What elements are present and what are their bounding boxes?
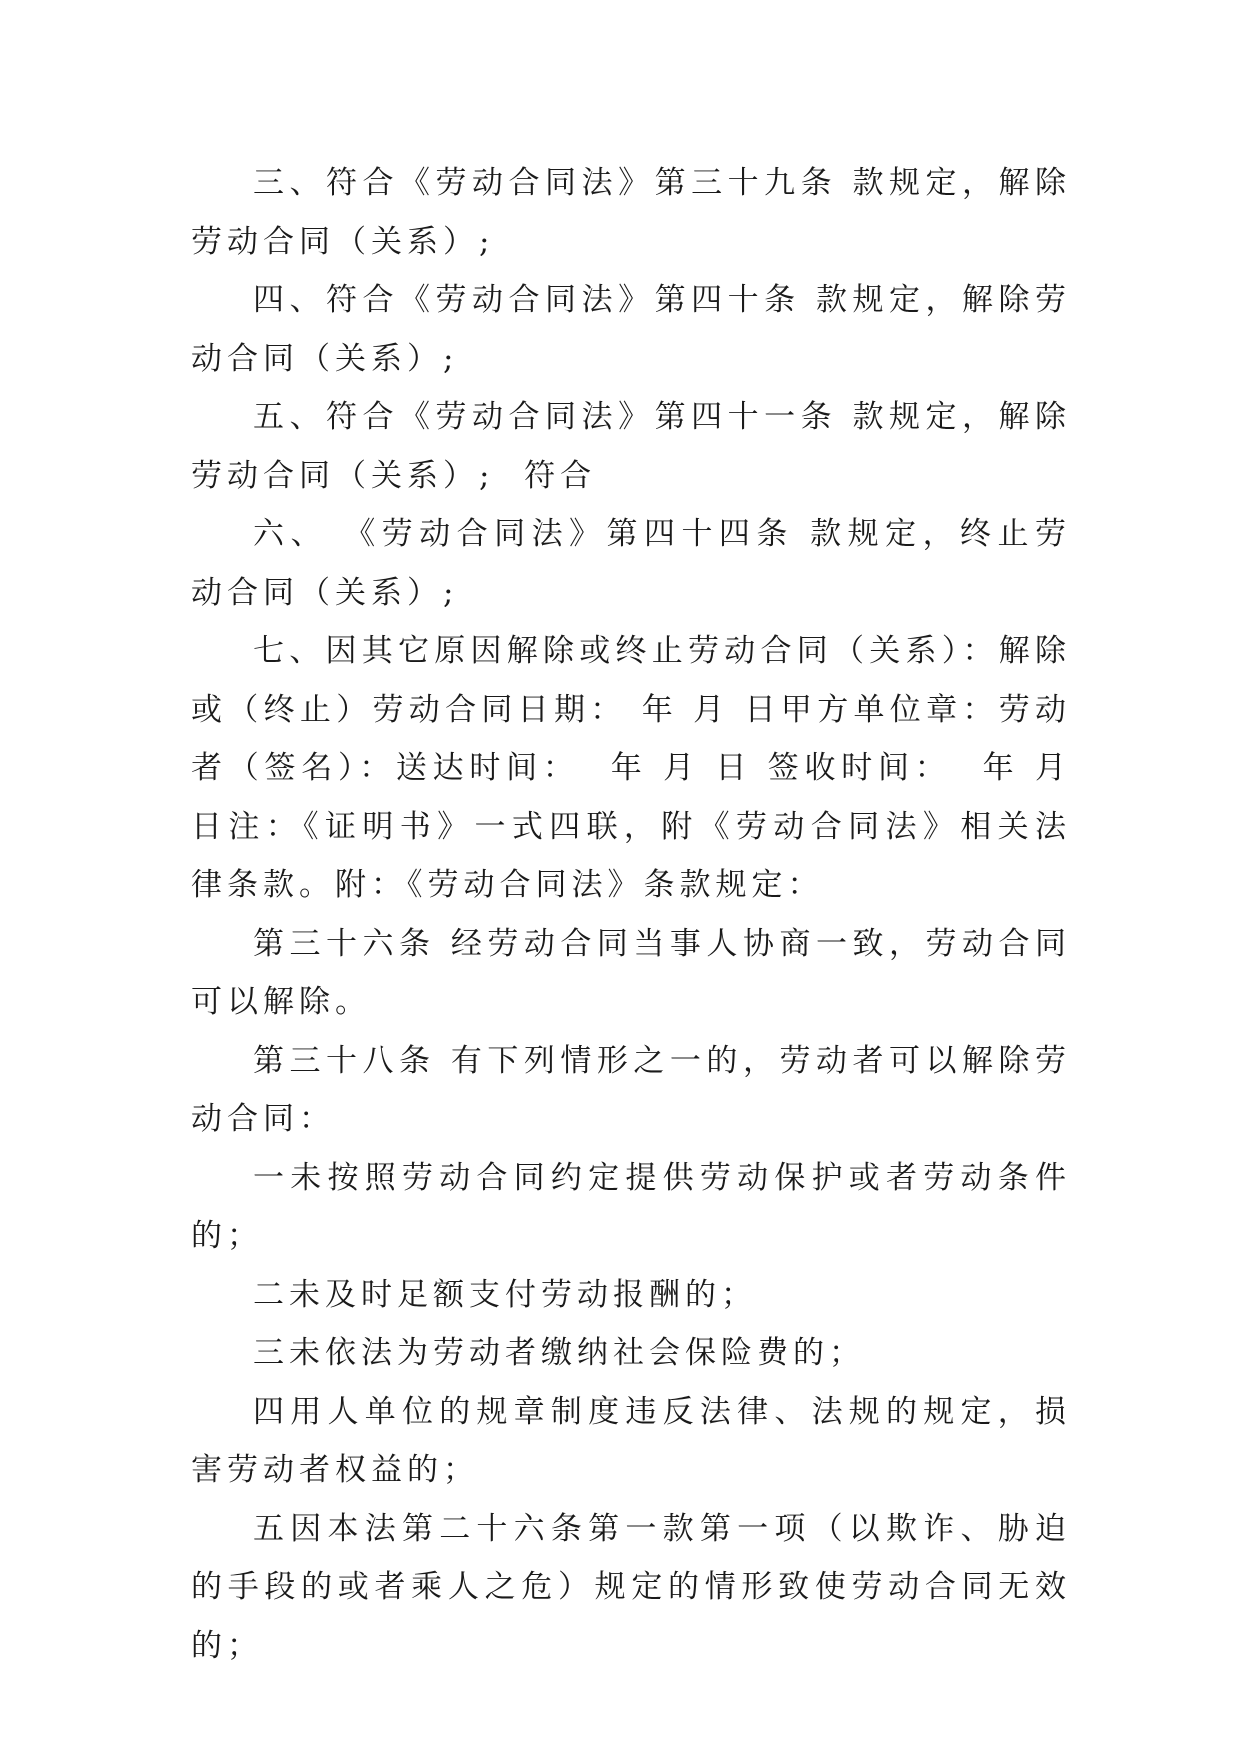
list-item-5: 五因本法第二十六条第一款第一项（以欺诈、胁迫的手段的或者乘人之危）规定的情形致使劳动合同无效的； (191, 1510, 1071, 1664)
paragraph-6: 第三十六条 经劳动合同当事人协商一致，劳动合同可以解除。 (191, 925, 1071, 1020)
paragraph-3: 五、符合《劳动合同法》第四十一条 款规定，解除劳动合同（关系）; 符合 (191, 399, 1071, 494)
document-body (191, 154, 1086, 1675)
list-item-3: 三未依法为劳动者缴纳社会保险费的； (253, 1335, 865, 1371)
list-item-2: 二未及时足额支付劳动报酬的； (253, 1276, 757, 1313)
list-item-1: 一未按照劳动合同约定提供劳动保护或者劳动条件的； (191, 1159, 1071, 1254)
paragraph-5: 七、因其它原因解除或终止劳动合同（关系）：解除或（终止）劳动合同日期： 年 月 日甲方单位章：劳动者（签名）：送达时间： 年 月 日 签收时间： 年 月 日注：《证明书》一式四联，附《劳动合同法》相关法律条款。附：《劳动合同法》条款规定： (191, 633, 1086, 903)
paragraph-2: 四、符合《劳动合同法》第四十条 款规定，解除劳动合同（关系）; (191, 282, 1071, 377)
paragraph-4: 六、 《劳动合同法》第四十四条 款规定，终止劳动合同（关系）; (191, 516, 1071, 611)
paragraph-7: 第三十八条 有下列情形之一的，劳动者可以解除劳动合同： (191, 1042, 1071, 1137)
list-item-4: 四用人单位的规章制度违反法律、法规的规定，损害劳动者权益的； (191, 1393, 1071, 1488)
paragraph-1: 三、符合《劳动合同法》第三十九条 款规定，解除劳动合同（关系）; (191, 165, 1071, 260)
